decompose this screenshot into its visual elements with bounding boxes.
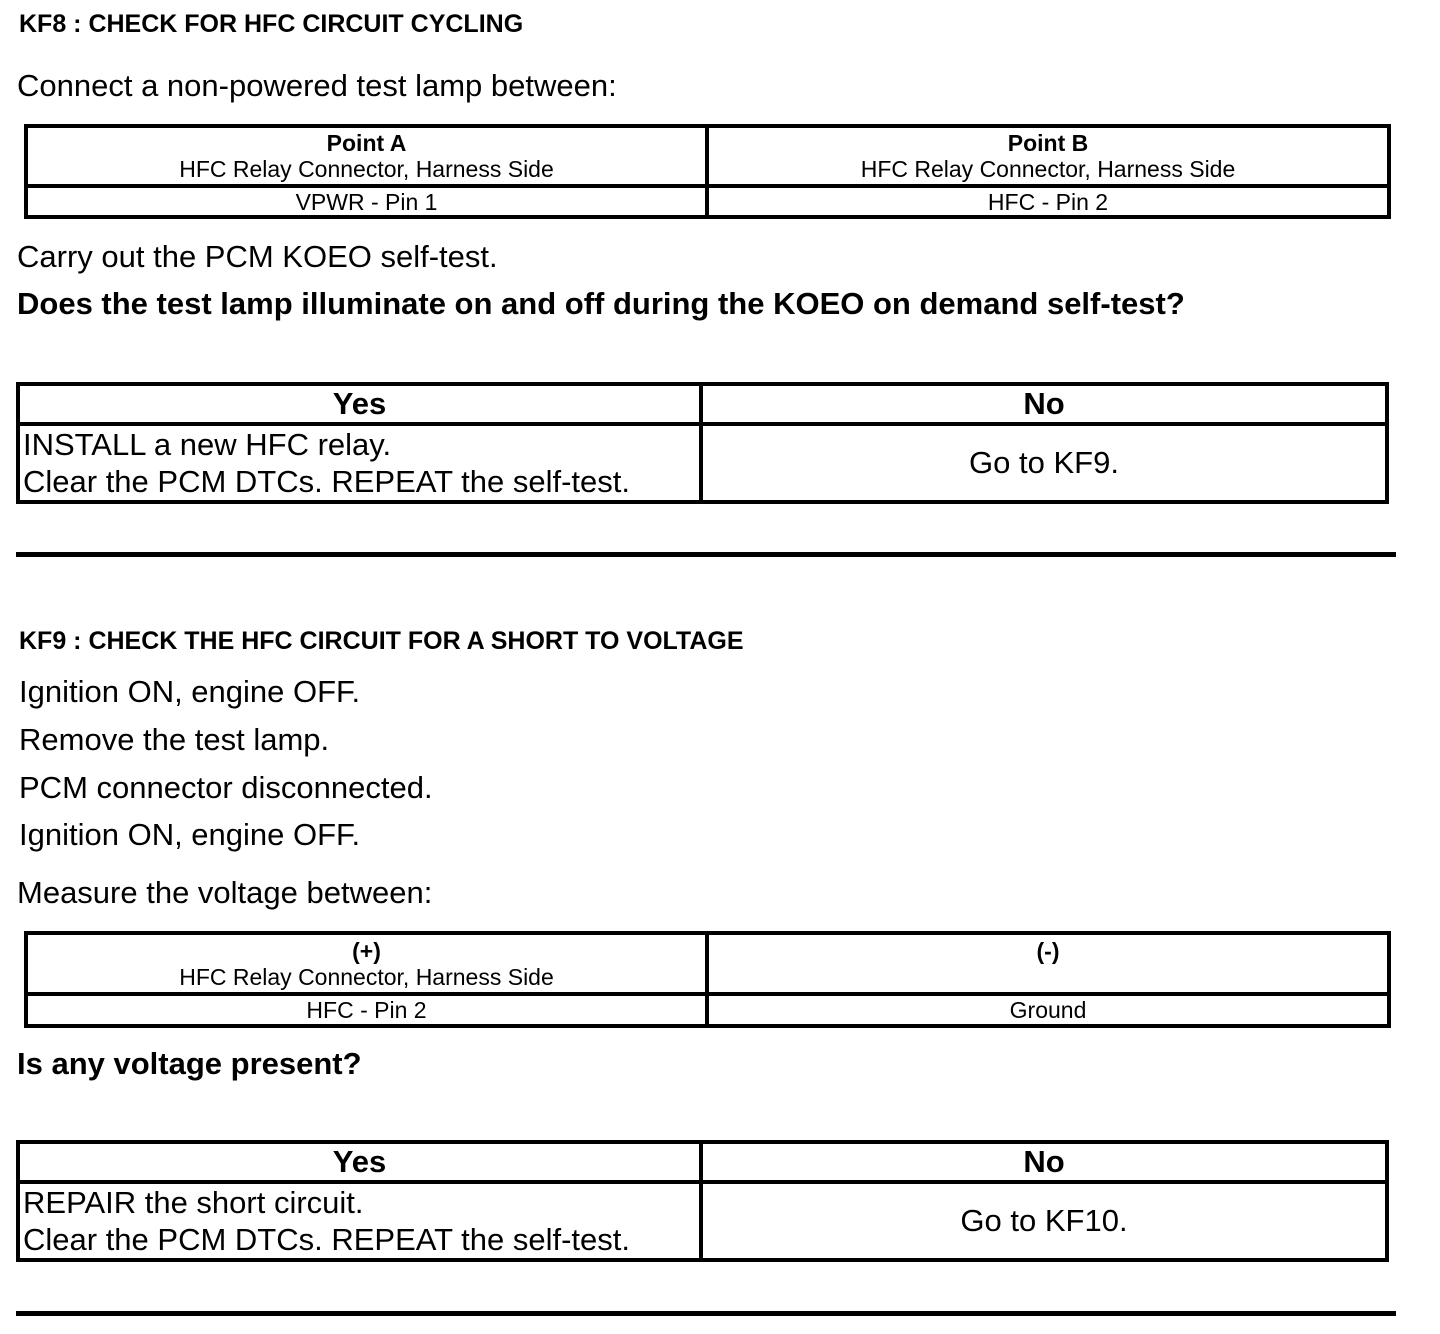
kf9-question: Is any voltage present? bbox=[17, 1046, 362, 1081]
kf9-step-1: Ignition ON, engine OFF. bbox=[19, 674, 361, 709]
kf9-yes-line-2: Clear the PCM DTCs. REPEAT the self-test. bbox=[23, 1222, 630, 1257]
kf8-instruction: Connect a non-powered test lamp between: bbox=[17, 68, 617, 103]
kf8-no-action: Go to KF9. bbox=[701, 424, 1387, 502]
kf8-point-b-subtitle: HFC Relay Connector, Harness Side bbox=[860, 156, 1236, 182]
kf8-point-a-title: Point A bbox=[326, 130, 407, 156]
kf8-point-b-value: HFC - Pin 2 bbox=[707, 186, 1389, 217]
kf8-question: Does the test lamp illuminate on and off during the KOEO on demand self-test? bbox=[17, 286, 1185, 321]
kf8-point-b-title: Point B bbox=[1007, 130, 1089, 156]
kf9-heading: KF9 : CHECK THE HFC CIRCUIT FOR A SHORT TO VOLTAGE bbox=[19, 627, 744, 655]
kf9-instruction: Measure the voltage between: bbox=[17, 875, 433, 910]
kf9-no-action: Go to KF10. bbox=[701, 1182, 1387, 1260]
kf9-step-2: Remove the test lamp. bbox=[19, 722, 330, 757]
kf8-point-a-subtitle: HFC Relay Connector, Harness Side bbox=[179, 156, 554, 182]
section-divider bbox=[16, 552, 1396, 557]
kf8-answer-table bbox=[16, 382, 1389, 504]
kf9-positive-header bbox=[26, 933, 707, 994]
kf8-point-a-value: VPWR - Pin 1 bbox=[26, 186, 707, 217]
kf9-step-3: PCM connector disconnected. bbox=[19, 770, 433, 805]
kf9-test-points-table bbox=[24, 931, 1391, 1028]
kf8-yes-action bbox=[18, 424, 701, 502]
kf9-negative-title: (-) bbox=[1036, 938, 1060, 964]
kf9-yes-header: Yes bbox=[18, 1142, 701, 1182]
kf9-positive-subtitle: HFC Relay Connector, Harness Side bbox=[179, 963, 554, 990]
kf9-negative-header bbox=[707, 933, 1389, 994]
kf8-yes-line-1: INSTALL a new HFC relay. bbox=[23, 427, 392, 462]
kf9-positive-title: (+) bbox=[352, 937, 381, 964]
kf9-yes-line-1: REPAIR the short circuit. bbox=[23, 1185, 364, 1220]
section-divider bbox=[16, 1311, 1396, 1316]
kf8-step: Carry out the PCM KOEO self-test. bbox=[17, 239, 498, 274]
kf9-answer-table bbox=[16, 1140, 1389, 1262]
kf9-step-4: Ignition ON, engine OFF. bbox=[19, 817, 361, 852]
kf8-test-points-table bbox=[24, 124, 1391, 219]
kf8-heading: KF8 : CHECK FOR HFC CIRCUIT CYCLING bbox=[19, 10, 524, 38]
kf9-yes-action bbox=[18, 1182, 701, 1260]
kf9-no-header: No bbox=[701, 1142, 1387, 1182]
kf8-yes-header: Yes bbox=[18, 384, 701, 424]
kf8-yes-line-2: Clear the PCM DTCs. REPEAT the self-test. bbox=[23, 464, 630, 499]
kf8-no-header: No bbox=[701, 384, 1387, 424]
kf9-negative-value: Ground bbox=[707, 994, 1389, 1026]
kf9-positive-value: HFC - Pin 2 bbox=[26, 994, 707, 1026]
kf8-point-a-header bbox=[26, 126, 707, 186]
kf8-point-b-header bbox=[707, 126, 1389, 186]
